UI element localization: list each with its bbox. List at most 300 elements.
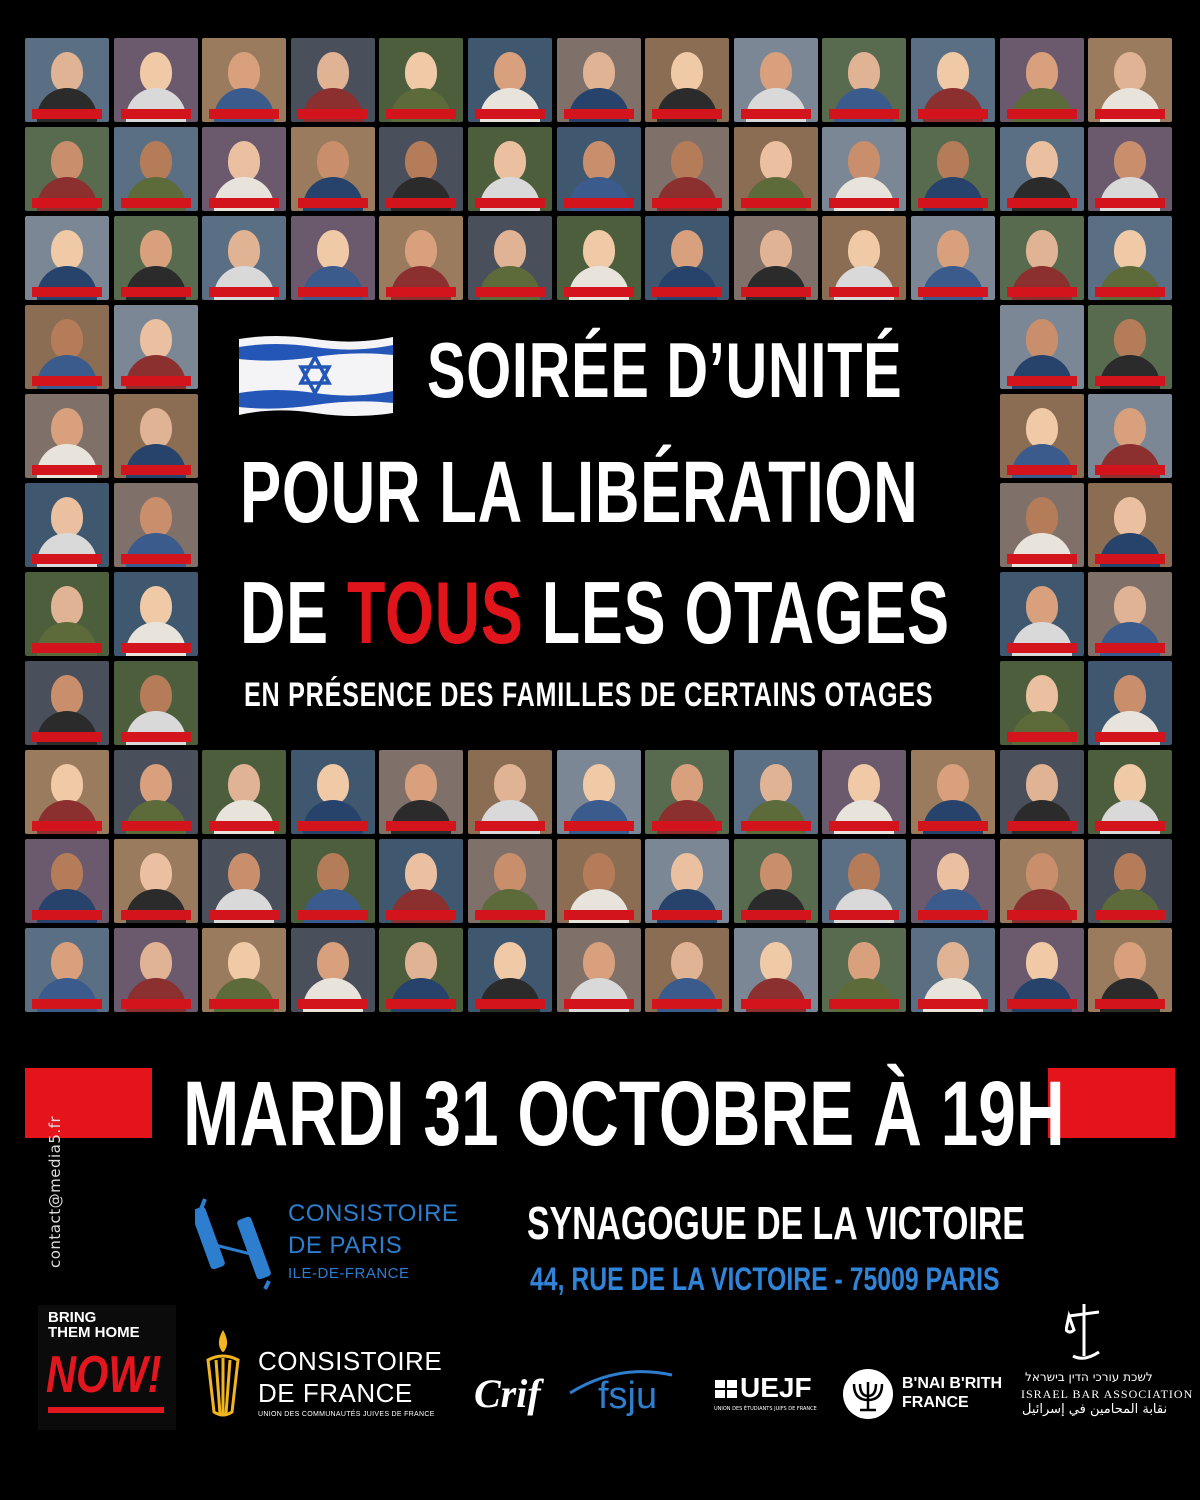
hostage-name-label: [652, 287, 722, 297]
hostage-name-label: [209, 287, 279, 297]
hostage-name-label: [121, 198, 191, 208]
hostage-photo: [114, 661, 198, 745]
hostage-name-label: [386, 109, 456, 119]
portrait-face: [937, 230, 969, 270]
hostage-photo: [1000, 305, 1084, 389]
hostage-name-label: [1007, 732, 1077, 742]
hostage-photo: [25, 839, 109, 923]
hostage-photo: [114, 394, 198, 478]
hostage-photo: [114, 750, 198, 834]
hostage-name-label: [209, 109, 279, 119]
hostage-photo: [1000, 661, 1084, 745]
hostage-name-label: [741, 910, 811, 920]
hostage-photo: [291, 216, 375, 300]
crif-logo: Crif: [474, 1371, 541, 1416]
portrait-face: [848, 141, 880, 181]
hostage-photo: [557, 216, 641, 300]
event-date: MARDI 31 OCTOBRE À 19H: [183, 1063, 1065, 1165]
hostage-name-label: [32, 465, 102, 475]
hostage-name-label: [1007, 376, 1077, 386]
hostage-name-label: [209, 198, 279, 208]
portrait-face: [228, 141, 260, 181]
hostage-name-label: [121, 643, 191, 653]
hostage-name-label: [386, 198, 456, 208]
portrait-face: [1026, 230, 1058, 270]
portrait-face: [51, 52, 83, 92]
hostage-photo: [911, 127, 995, 211]
hostage-photo: [25, 572, 109, 656]
hostage-photo: [1088, 38, 1172, 122]
portrait-face: [760, 52, 792, 92]
hostage-photo: [291, 839, 375, 923]
portrait-face: [1026, 764, 1058, 804]
title-line-1: SOIRÉE D’UNITÉ: [427, 326, 903, 414]
hostage-name-label: [475, 287, 545, 297]
portrait-face: [1026, 497, 1058, 537]
hostage-photo: [1088, 839, 1172, 923]
hostage-photo: [557, 750, 641, 834]
hostage-photo: [114, 483, 198, 567]
hostage-name-label: [1007, 109, 1077, 119]
portrait-face: [140, 675, 172, 715]
hostage-photo: [202, 38, 286, 122]
portrait-face: [1114, 764, 1146, 804]
hostage-photo: [468, 216, 552, 300]
hostage-photo: [25, 216, 109, 300]
uejf-subtitle: UNION DES ÉTUDIANTS JUIFS DE FRANCE: [714, 1406, 817, 1412]
hostage-name-label: [1007, 287, 1077, 297]
hostage-photo: [1088, 127, 1172, 211]
hostage-name-label: [652, 999, 722, 1009]
hostage-photo: [557, 38, 641, 122]
israel-bar-hebrew: לשכת עורכי הדין בישראל: [1025, 1370, 1153, 1384]
portrait-face: [760, 853, 792, 893]
portrait-face: [583, 764, 615, 804]
hostage-name-label: [741, 821, 811, 831]
hostage-photo: [822, 839, 906, 923]
hostage-photo: [1088, 394, 1172, 478]
hostage-name-label: [298, 999, 368, 1009]
portrait-face: [760, 942, 792, 982]
portrait-face: [140, 942, 172, 982]
title-highlight-tous: TOUS: [347, 563, 524, 662]
hostage-name-label: [32, 109, 102, 119]
menorah-icon: [842, 1368, 894, 1420]
portrait-face: [937, 141, 969, 181]
title-subtitle: EN PRÉSENCE DES FAMILLES DE CERTAINS OTAGES: [244, 676, 934, 714]
hostage-name-label: [1095, 287, 1165, 297]
portrait-face: [317, 141, 349, 181]
hostage-photo: [468, 839, 552, 923]
hostage-name-label: [1007, 554, 1077, 564]
hostage-name-label: [475, 198, 545, 208]
hostage-photo: [202, 216, 286, 300]
portrait-face: [671, 230, 703, 270]
portrait-face: [937, 942, 969, 982]
hostage-name-label: [918, 287, 988, 297]
portrait-face: [51, 942, 83, 982]
hostage-photo: [734, 928, 818, 1012]
hostage-name-label: [652, 821, 722, 831]
title-line-2: POUR LA LIBÉRATION: [240, 444, 919, 541]
portrait-face: [671, 764, 703, 804]
hostage-name-label: [209, 910, 279, 920]
hostage-photo: [645, 750, 729, 834]
fsju-logo: fsju: [598, 1375, 658, 1417]
hostage-photo: [1000, 839, 1084, 923]
flame-candle-icon: [198, 1328, 248, 1420]
portrait-face: [937, 853, 969, 893]
hostage-name-label: [829, 999, 899, 1009]
portrait-face: [1114, 52, 1146, 92]
hostage-name-label: [209, 999, 279, 1009]
hostage-name-label: [741, 109, 811, 119]
hostage-name-label: [829, 198, 899, 208]
portrait-face: [228, 942, 260, 982]
consistoire-paris-line-1: CONSISTOIRE: [288, 1200, 459, 1227]
hostage-photo: [202, 839, 286, 923]
hostage-photo: [911, 928, 995, 1012]
hostage-name-label: [829, 287, 899, 297]
bring-them-home-underline: [48, 1407, 164, 1413]
portrait-face: [937, 52, 969, 92]
portrait-face: [1026, 586, 1058, 626]
hostage-photo: [557, 127, 641, 211]
hostage-name-label: [121, 287, 191, 297]
portrait-face: [140, 230, 172, 270]
portrait-face: [1026, 942, 1058, 982]
hostage-name-label: [1095, 376, 1165, 386]
hostage-photo: [202, 127, 286, 211]
portrait-face: [671, 853, 703, 893]
hostage-name-label: [564, 999, 634, 1009]
hostage-name-label: [1095, 643, 1165, 653]
hostage-photo: [1000, 216, 1084, 300]
hostage-name-label: [829, 910, 899, 920]
hostage-name-label: [1007, 198, 1077, 208]
bnai-brith-line-1: B'NAI B'RITH: [902, 1375, 1003, 1392]
hostage-photo: [25, 928, 109, 1012]
uejf-logo: UEJF: [740, 1372, 812, 1403]
hostage-photo: [25, 483, 109, 567]
portrait-face: [140, 764, 172, 804]
scales-of-justice-icon: [1065, 1302, 1103, 1364]
portrait-face: [1114, 497, 1146, 537]
portrait-face: [51, 497, 83, 537]
hostage-name-label: [298, 910, 368, 920]
hostage-name-label: [564, 287, 634, 297]
hostage-photo: [291, 127, 375, 211]
hostage-name-label: [298, 198, 368, 208]
hostage-photo: [734, 127, 818, 211]
israel-bar-english: ISRAEL BAR ASSOCIATION: [1021, 1387, 1194, 1401]
hostage-photo: [1000, 928, 1084, 1012]
hostage-name-label: [475, 910, 545, 920]
portrait-face: [848, 942, 880, 982]
title-line-3-start: DE: [240, 563, 348, 662]
hostage-photo: [379, 839, 463, 923]
hostage-name-label: [32, 554, 102, 564]
hostage-name-label: [121, 109, 191, 119]
hostage-name-label: [475, 821, 545, 831]
hostage-name-label: [1007, 465, 1077, 475]
hostage-name-label: [564, 109, 634, 119]
hostage-photo: [468, 750, 552, 834]
portrait-face: [317, 764, 349, 804]
hostage-name-label: [918, 999, 988, 1009]
title-line-3: [240, 562, 950, 664]
venue-name: SYNAGOGUE DE LA VICTOIRE: [527, 1197, 1025, 1249]
hostage-name-label: [32, 910, 102, 920]
hostage-photo: [1088, 750, 1172, 834]
portrait-face: [51, 408, 83, 448]
torah-scroll-icon: [195, 1195, 275, 1290]
portrait-face: [405, 141, 437, 181]
portrait-face: [51, 230, 83, 270]
hostage-name-label: [32, 287, 102, 297]
hostage-name-label: [652, 910, 722, 920]
hostage-photo: [734, 216, 818, 300]
portrait-face: [583, 141, 615, 181]
portrait-face: [317, 230, 349, 270]
hostage-photo: [379, 928, 463, 1012]
hostage-name-label: [918, 821, 988, 831]
hostage-photo: [557, 928, 641, 1012]
hostage-name-label: [564, 821, 634, 831]
hostage-name-label: [1095, 554, 1165, 564]
hostage-name-label: [918, 109, 988, 119]
hostage-photo: [1088, 305, 1172, 389]
hostage-name-label: [741, 999, 811, 1009]
hostage-name-label: [741, 287, 811, 297]
hostage-photo: [557, 839, 641, 923]
portrait-face: [51, 141, 83, 181]
hostage-photo: [911, 750, 995, 834]
portrait-face: [228, 52, 260, 92]
hostage-photo: [734, 38, 818, 122]
portrait-face: [848, 764, 880, 804]
hostage-photo: [1000, 127, 1084, 211]
hostage-name-label: [1095, 999, 1165, 1009]
uejf-mark-icon: [713, 1378, 741, 1400]
hostage-name-label: [1095, 465, 1165, 475]
portrait-face: [1114, 586, 1146, 626]
hostage-photo: [822, 38, 906, 122]
hostage-name-label: [1095, 732, 1165, 742]
hostage-photo: [645, 38, 729, 122]
date-bar-right: [1048, 1068, 1175, 1138]
hostage-name-label: [829, 821, 899, 831]
portrait-face: [671, 52, 703, 92]
hostage-name-label: [652, 198, 722, 208]
hostage-name-label: [386, 821, 456, 831]
hostage-name-label: [1095, 198, 1165, 208]
hostage-name-label: [386, 999, 456, 1009]
hostage-name-label: [298, 821, 368, 831]
portrait-face: [317, 853, 349, 893]
title-line-3-end: LES OTAGES: [523, 563, 950, 662]
hostage-photo: [822, 216, 906, 300]
hostage-photo: [1088, 928, 1172, 1012]
hostage-photo: [1088, 216, 1172, 300]
portrait-face: [848, 230, 880, 270]
hostage-photo: [379, 750, 463, 834]
portrait-face: [494, 141, 526, 181]
hostage-name-label: [829, 109, 899, 119]
hostage-photo: [379, 216, 463, 300]
portrait-face: [51, 675, 83, 715]
hostage-name-label: [32, 821, 102, 831]
hostage-photo: [25, 661, 109, 745]
hostage-photo: [202, 750, 286, 834]
portrait-face: [1026, 853, 1058, 893]
israel-bar-arabic: نقابة المحامين في إسرائيل: [1022, 1402, 1168, 1417]
hostage-name-label: [1007, 999, 1077, 1009]
hostage-photo: [291, 750, 375, 834]
hostage-photo: [1088, 661, 1172, 745]
portrait-face: [760, 230, 792, 270]
hostage-photo: [645, 928, 729, 1012]
hostage-photo: [1088, 483, 1172, 567]
hostage-name-label: [386, 910, 456, 920]
hostage-name-label: [121, 821, 191, 831]
portrait-face: [140, 853, 172, 893]
hostage-photo: [734, 750, 818, 834]
portrait-face: [140, 497, 172, 537]
hostage-photo: [1088, 572, 1172, 656]
hostage-name-label: [121, 554, 191, 564]
hostage-name-label: [121, 999, 191, 1009]
portrait-face: [140, 319, 172, 359]
hostage-name-label: [1095, 109, 1165, 119]
hostage-photo: [379, 38, 463, 122]
hostage-photo: [114, 216, 198, 300]
hostage-name-label: [32, 732, 102, 742]
portrait-face: [405, 942, 437, 982]
portrait-face: [1114, 408, 1146, 448]
hostage-name-label: [475, 999, 545, 1009]
portrait-face: [51, 764, 83, 804]
contact-email: contact@media5.fr: [46, 1115, 64, 1268]
portrait-face: [405, 52, 437, 92]
israel-flag-icon: [235, 333, 397, 419]
portrait-face: [405, 230, 437, 270]
consistoire-paris-line-2: DE PARIS: [288, 1232, 403, 1259]
hostage-photo: [1000, 38, 1084, 122]
hostage-name-label: [1007, 821, 1077, 831]
consistoire-paris-line-3: ILE-DE-FRANCE: [288, 1265, 410, 1282]
consistoire-france-line-1: CONSISTOIRE: [258, 1346, 443, 1376]
hostage-photo: [734, 839, 818, 923]
hostage-photo: [468, 928, 552, 1012]
hostage-name-label: [298, 287, 368, 297]
bnai-brith-line-2: FRANCE: [902, 1394, 969, 1411]
hostage-name-label: [386, 287, 456, 297]
portrait-face: [140, 141, 172, 181]
hostage-photo: [379, 127, 463, 211]
hostage-photo: [1000, 394, 1084, 478]
portrait-face: [1026, 141, 1058, 181]
hostage-photo: [1000, 750, 1084, 834]
hostage-name-label: [564, 910, 634, 920]
hostage-photo: [114, 928, 198, 1012]
portrait-face: [1026, 52, 1058, 92]
hostage-name-label: [1007, 910, 1077, 920]
hostage-name-label: [741, 198, 811, 208]
portrait-face: [1114, 675, 1146, 715]
hostage-name-label: [1095, 821, 1165, 831]
hostage-name-label: [564, 198, 634, 208]
portrait-face: [1114, 319, 1146, 359]
hostage-name-label: [32, 999, 102, 1009]
hostage-name-label: [1007, 643, 1077, 653]
portrait-face: [671, 942, 703, 982]
portrait-face: [494, 942, 526, 982]
portrait-face: [317, 52, 349, 92]
portrait-face: [760, 764, 792, 804]
hostage-name-label: [121, 465, 191, 475]
portrait-face: [51, 586, 83, 626]
hostage-photo: [645, 127, 729, 211]
date-bar-left: [25, 1068, 152, 1138]
hostage-photo: [291, 928, 375, 1012]
portrait-face: [937, 764, 969, 804]
portrait-face: [583, 853, 615, 893]
hostage-photo: [114, 38, 198, 122]
portrait-face: [51, 319, 83, 359]
hostage-photo: [114, 839, 198, 923]
hostage-photo: [25, 394, 109, 478]
portrait-face: [1114, 942, 1146, 982]
hostage-name-label: [475, 109, 545, 119]
hostage-name-label: [121, 376, 191, 386]
portrait-face: [671, 141, 703, 181]
hostage-name-label: [32, 643, 102, 653]
portrait-face: [583, 52, 615, 92]
hostage-photo: [1000, 572, 1084, 656]
hostage-photo: [25, 750, 109, 834]
portrait-face: [848, 52, 880, 92]
portrait-face: [228, 230, 260, 270]
hostage-name-label: [652, 109, 722, 119]
consistoire-france-line-3: UNION DES COMMUNAUTÉS JUIVES DE FRANCE: [258, 1411, 435, 1418]
hostage-photo: [911, 216, 995, 300]
portrait-face: [583, 230, 615, 270]
portrait-face: [140, 408, 172, 448]
portrait-face: [760, 141, 792, 181]
hostage-name-label: [32, 376, 102, 386]
hostage-photo: [822, 750, 906, 834]
portrait-face: [140, 52, 172, 92]
portrait-face: [1114, 230, 1146, 270]
portrait-face: [1026, 675, 1058, 715]
venue-address: 44, RUE DE LA VICTOIRE - 75009 PARIS: [530, 1261, 1000, 1297]
hostage-photo: [25, 127, 109, 211]
hostage-name-label: [1095, 910, 1165, 920]
portrait-face: [317, 942, 349, 982]
hostage-photo: [468, 38, 552, 122]
hostage-photo: [1000, 483, 1084, 567]
hostage-photo: [291, 38, 375, 122]
hostage-name-label: [918, 198, 988, 208]
portrait-face: [228, 853, 260, 893]
hostage-photo: [114, 127, 198, 211]
hostage-name-label: [121, 910, 191, 920]
hostage-name-label: [32, 198, 102, 208]
portrait-face: [405, 764, 437, 804]
portrait-face: [583, 942, 615, 982]
consistoire-france-line-2: DE FRANCE: [258, 1378, 413, 1408]
